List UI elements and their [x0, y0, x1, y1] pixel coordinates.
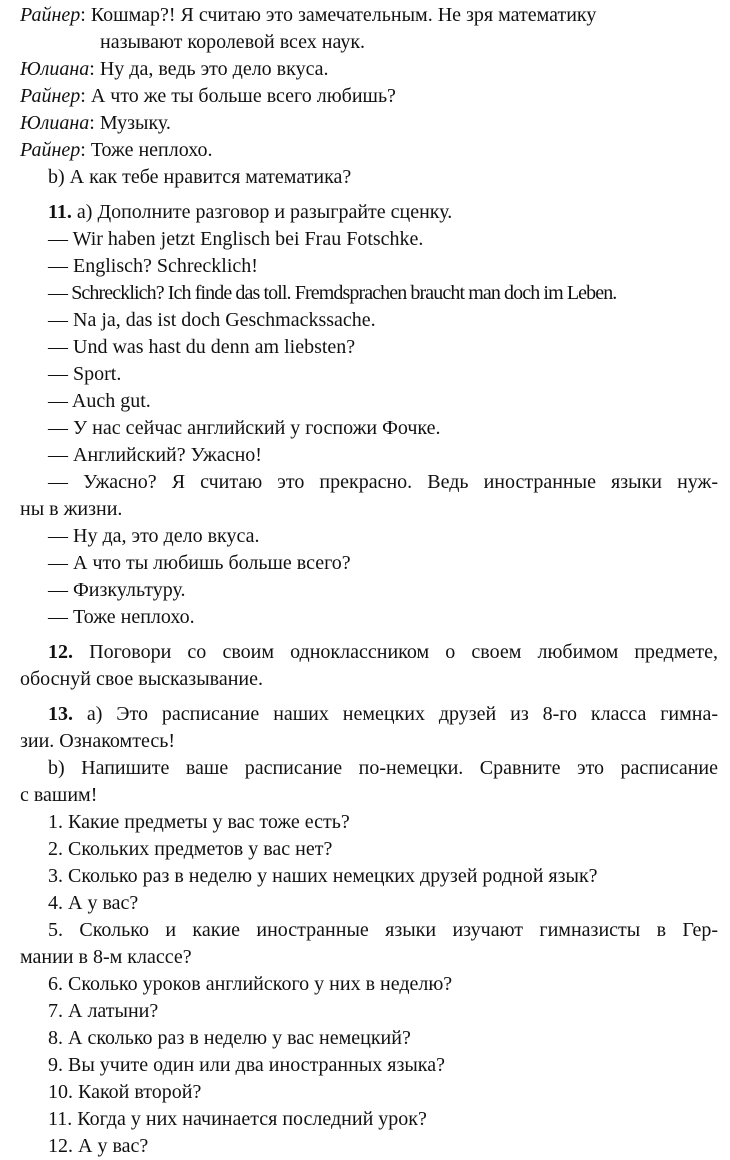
conversation-line: — Sport. — [48, 363, 122, 385]
textbook-page — [0, 2, 730, 1157]
exercise-13-line: с вашим! — [20, 784, 98, 806]
conversation-line: — Und was hast du denn am liebsten? — [48, 336, 356, 358]
conversation-line: — Физкультуру. — [48, 579, 186, 601]
speaker-name: Райнер — [20, 4, 81, 26]
task-b: b) А как тебе нравится математика? — [48, 166, 352, 188]
exercise-number: 12. — [48, 641, 73, 663]
question-item: 4. А у вас? — [48, 892, 139, 914]
question-item: 12. А у вас? — [48, 1135, 149, 1157]
speaker-name: Райнер — [20, 85, 81, 107]
conversation-line: — Ну да, это дело вкуса. — [48, 525, 260, 547]
exercise-13-line — [20, 701, 718, 728]
dialogue-line: Райнер: А что же ты больше всего любишь? — [20, 85, 396, 107]
dialogue-text: А что же ты больше всего любишь? — [90, 85, 396, 107]
dialogue-continuation: называют королевой всех наук. — [100, 31, 366, 53]
dialogue-line: Юлиана: Ну да, ведь это дело вкуса. — [20, 58, 329, 80]
conversation-line: — У нас сейчас английский у госпожи Фочке. — [48, 417, 441, 439]
question-item: 7. А латыни? — [48, 1000, 159, 1022]
question-item: 5. Сколько и какие иностранные языки изучают гимназисты в Гер- — [48, 919, 718, 941]
conversation-line: — Английский? Ужасно! — [48, 444, 262, 466]
dialogue-text: Кошмар?! Я считаю это замечательным. Не зря математику — [90, 4, 597, 26]
exercise-number: 11. — [48, 201, 72, 223]
question-item: 6. Сколько уроков английского у них в неделю? — [48, 973, 453, 995]
conversation-line: — Auch gut. — [48, 390, 151, 412]
conversation-line: — Na ja, das ist doch Geschmackssache. — [48, 309, 376, 331]
question-item: 1. Какие предметы у вас тоже есть? — [48, 811, 350, 833]
dialogue-line: Райнер: Тоже неплохо. — [20, 139, 213, 161]
exercise-12-line: обоснуй свое высказывание. — [20, 668, 263, 690]
exercise-instruction: a) Дополните разговор и разыграйте сценку. — [76, 201, 453, 223]
conversation-line: — Тоже неплохо. — [48, 606, 195, 628]
dialogue-text: Тоже неплохо. — [90, 139, 213, 161]
conversation-line: — Ужасно? Я считаю это прекрасно. Ведь иностранные языки нуж- — [48, 471, 718, 493]
question-item: 10. Какой второй? — [48, 1081, 202, 1103]
exercise-number: 13. — [48, 703, 73, 725]
question-item: 2. Скольких предметов у вас нет? — [48, 838, 333, 860]
conversation-line: — Schrecklich? Ich finde das toll. Fremdsprachen braucht man doch im Leben. — [48, 282, 617, 304]
conversation-line: — Wir haben jetzt Englisch bei Frau Fotschke. — [48, 228, 424, 250]
question-item: 11. Когда у них начинается последний урок? — [48, 1108, 427, 1130]
exercise-13-line: b) Напишите ваше расписание по-немецки. Сравните это расписание — [48, 757, 718, 779]
dialogue-line: Юлиана: Музыку. — [20, 112, 171, 134]
exercise-instruction: Поговори со своим одноклассником о своем любимом предмете, — [89, 641, 718, 663]
conversation-line: — А что ты любишь больше всего? — [48, 552, 351, 574]
dialogue-line: Райнер: Кошмар?! Я считаю это замечательным. Не зря математику — [20, 4, 597, 26]
conversation-line: ны в жизни. — [20, 498, 123, 520]
question-item: 3. Сколько раз в неделю у наших немецких друзей родной язык? — [48, 865, 598, 887]
exercise-instruction: a) Это расписание наших немецких друзей из 8-го класса гимна- — [86, 703, 718, 725]
dialogue-text: Ну да, ведь это дело вкуса. — [99, 58, 329, 80]
exercise-11-title — [20, 199, 718, 226]
question-item: 9. Вы учите один или два иностранных языка? — [48, 1054, 445, 1076]
speaker-name: Райнер — [20, 139, 81, 161]
dialogue-text: Музыку. — [99, 112, 171, 134]
conversation-line: — Englisch? Schrecklich! — [48, 255, 258, 277]
question-item-continuation: мании в 8-м классе? — [20, 946, 192, 968]
exercise-12-line — [20, 639, 718, 666]
question-item: 8. А сколько раз в неделю у вас немецкий? — [48, 1027, 411, 1049]
exercise-13-line: зии. Ознакомтесь! — [20, 730, 175, 752]
speaker-name: Юлиана — [20, 112, 90, 134]
speaker-name: Юлиана — [20, 58, 90, 80]
